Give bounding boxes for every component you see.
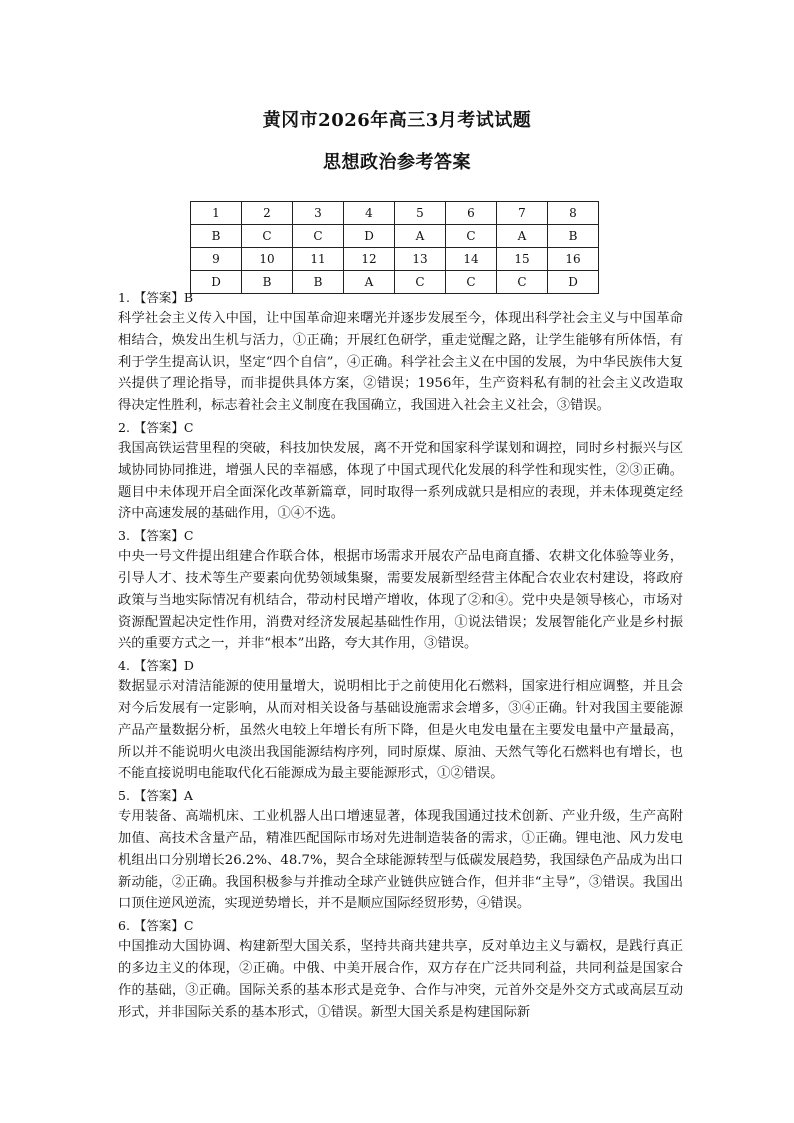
answer-cell: 3 — [293, 202, 344, 225]
question-answer-heading: 6. 【答案】C — [118, 918, 194, 934]
answer-cell: C — [446, 271, 497, 294]
answer-table-row — [191, 225, 599, 248]
answer-cell: C — [242, 225, 293, 248]
answer-cell: C — [395, 271, 446, 294]
question-explanation — [118, 915, 683, 1023]
answer-cell: D — [191, 271, 242, 294]
answer-cell: 6 — [446, 202, 497, 225]
answer-table — [190, 201, 599, 294]
answer-cell: B — [293, 271, 344, 294]
question-explanation-text: 我国高铁运营里程的突破，科技加快发展，离不开党和国家科学谋划和调控，同时乡村振兴与区域协同协同推进，增强人民的幸福感，体现了中国式现代化发展的科学性和现实性，②③正确。题目中未体现开启全面深化改革新篇章，同时取得一系列成就只是相应的表现，并未体现奠定经济中高速发展的基础作用，①④不选。 — [118, 440, 683, 522]
answer-cell: 2 — [242, 202, 293, 225]
question-explanation-text: 科学社会主义传入中国，让中国革命迎来曙光并逐步发展至今，体现出科学社会主义与中国革命相结合，焕发出生机与活力，①正确；开展红色研学，重走觉醒之路，让学生能够有所体悟，有利于学生提高认识，坚定“四个自信”，④正确。科学社会主义在中国的发展，为中华民族伟大复兴提供了理论指导，而非提供具体方案，②错误；1956年，生产资料私有制的社会主义改造取得决定性胜利，标志着社会主义制度在我国确立，我国进入社会主义社会，③错误。 — [118, 311, 683, 414]
question-answer-heading: 3. 【答案】C — [118, 528, 194, 544]
question-explanation — [118, 525, 683, 655]
document-subtitle: 思想政治参考答案 — [323, 152, 471, 173]
question-explanation-text: 数据显示对清洁能源的使用量增大，说明相比于之前使用化石燃料，国家进行相应调整，并且会对今后发展有一定影响，从而对相关设备与基础设施需求会增多，③④正确。针对我国主要能源产品产量数据分析，虽然火电较上年增长有所下降，但是火电发电量在主要发电量中产量最高，所以并不能说明火电淡出我国能源结构序列，同时原煤、原油、天然气等化石燃料也有增长，也不能直接说明电能取代化石能源成为最主要能源形式，①②错误。 — [118, 679, 683, 782]
answer-cell: 10 — [242, 248, 293, 271]
answer-cell: B — [548, 225, 599, 248]
answer-cell: 4 — [344, 202, 395, 225]
answer-table-row — [191, 248, 599, 271]
question-explanation — [118, 287, 683, 417]
question-answer-heading: 2. 【答案】C — [118, 419, 194, 435]
answer-cell: C — [293, 225, 344, 248]
answer-table-row — [191, 202, 599, 225]
answer-cell: B — [242, 271, 293, 294]
question-explanation — [118, 417, 683, 525]
answer-cell: 15 — [497, 248, 548, 271]
question-explanation-text: 中国推动大国协调、构建新型大国关系，坚持共商共建共享，反对单边主义与霸权，是践行真正的多边主义的体现，②正确。中俄、中美开展合作，双方存在广泛共同利益，共同利益是国家合作的基础，③正确。国际关系的基本形式是竞争、合作与冲突，元首外交是外交方式或高层互动形式，并非国际关系的基本形式，①错误。新型大国关系是构建国际新 — [118, 939, 683, 1020]
answer-cell: A — [497, 225, 548, 248]
answer-cell: 7 — [497, 202, 548, 225]
answer-cell: 12 — [344, 248, 395, 271]
question-answer-heading: 5. 【答案】A — [118, 788, 193, 804]
answer-explanations — [118, 287, 683, 1023]
answer-cell: 16 — [548, 248, 599, 271]
answer-cell: B — [191, 225, 242, 248]
question-explanation-text: 中央一号文件提出组建合作联合体，根据市场需求开展农产品电商直播、农耕文化体验等业务，引导人才、技术等生产要素向优势领域集聚，需要发展新型经营主体配合农业农村建设，将政府政策与当地实际情况有机结合，带动村民增产增收，体现了②和④。党中央是领导核心，市场对资源配置起决定性作用，消费对经济发展起基础性作用，①说法错误；发展智能化产业是乡村振兴的重要方式之一，并非“根本”出路，夸大其作用，③错误。 — [118, 549, 683, 652]
question-answer-heading: 1. 【答案】B — [118, 290, 194, 305]
answer-cell: 5 — [395, 202, 446, 225]
answer-cell: A — [344, 271, 395, 294]
answer-cell: C — [497, 271, 548, 294]
answer-cell: D — [344, 225, 395, 248]
answer-cell: 9 — [191, 248, 242, 271]
answer-cell: 1 — [191, 202, 242, 225]
answer-cell: C — [446, 225, 497, 248]
answer-cell: A — [395, 225, 446, 248]
document-title: 黄冈市2026年高三3月考试试题 — [262, 110, 532, 131]
answer-cell: D — [548, 271, 599, 294]
question-answer-heading: 4. 【答案】D — [118, 658, 194, 674]
question-explanation-text: 专用装备、高端机床、工业机器人出口增速显著，体现我国通过技术创新、产业升级，生产高附加值、高技术含量产品，精准匹配国际市场对先进制造装备的需求，①正确。锂电池、风力发电机组出口分别增长26.2%、48.7%，契合全球能源转型与低碳发展趋势，我国绿色产品成为出口新动能，②正确。我国积极参与并推动全球产业链供应链合作，但并非“主导”，③错误。我国出口顶住逆风逆流，实现逆势增长，并不是顺应国际经贸形势，④错误。 — [118, 809, 683, 912]
answer-cell: 14 — [446, 248, 497, 271]
question-explanation — [118, 785, 683, 915]
answer-cell: 11 — [293, 248, 344, 271]
answer-cell: 8 — [548, 202, 599, 225]
answer-cell: 13 — [395, 248, 446, 271]
question-explanation — [118, 655, 683, 785]
